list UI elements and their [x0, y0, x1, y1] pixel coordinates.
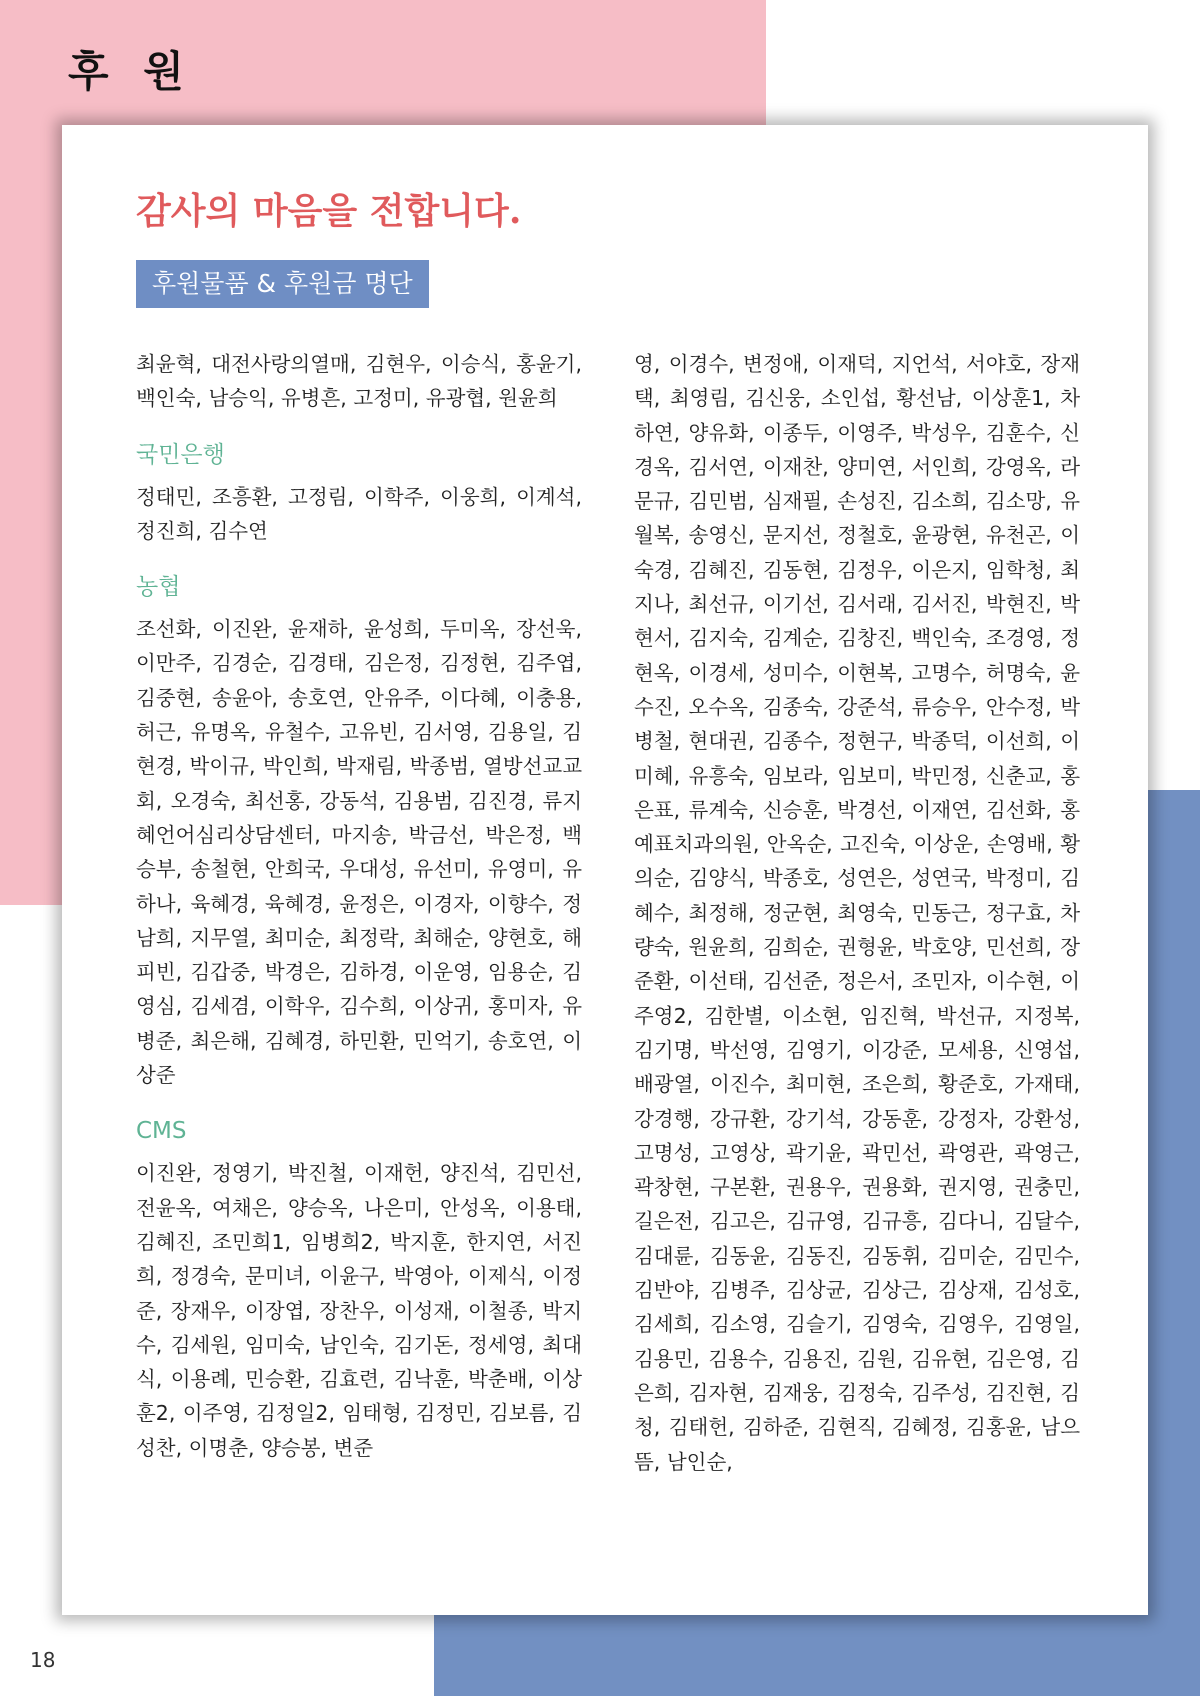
content-card [62, 125, 1148, 1615]
group-heading-kookmin: 국민은행 [136, 441, 225, 468]
left-column [136, 347, 582, 1465]
section-title: 후 원 [68, 47, 194, 96]
donor-names-nonghyup: 조선화, 이진완, 윤재하, 윤성희, 두미옥, 장선욱, 이만주, 김경순, 김경태, 김은정, 김정현, 김주엽, 김중현, 송윤아, 송호연, 안유주, 이다혜, 이충용, 허근, 유명옥, 유철수, 고유빈, 김서영, 김용일, 김현경, 박이규, 박인희, 박재림, 박종범, 열방선교교회, 오경숙, 최선홍, 강동석, 김용범, 김진경, 류지혜언어심리상담센터, 마지송, 박금선, 박은정, 백승부, 송철현, 안희국, 우대성, 유선미, 유영미, 유하나, 육혜경, 육혜경, 윤정은, 이경자, 이향수, 정남희, 지무열, 최미순, 최정락, 최해순, 양현호, 해피빈, 김갑중, 박경은, 김하경, 이운영, 임용순, 김영심, 김세겸, 이학우, 김수희, 이상귀, 홍미자, 유병준, 최은해, 김혜경, 하민환, 민억기, 송호연, 이상준 [136, 617, 582, 1088]
donor-names-general: 최윤혁, 대전사랑의열매, 김현우, 이승식, 홍윤기, 백인숙, 남승익, 유병흔, 고정미, 유광협, 원윤희 [136, 352, 582, 411]
group-heading-nonghyup: 농협 [136, 574, 181, 601]
page-number: 18 [30, 1648, 56, 1672]
donor-list-banner: 후원물품 & 후원금 명단 [136, 260, 429, 308]
donor-names-cms: 이진완, 정영기, 박진철, 이재헌, 양진석, 김민선, 전윤옥, 여채은, 양승옥, 나은미, 안성옥, 이용태, 김혜진, 조민희1, 임병희2, 박지훈, 한지연, 서진희, 정경숙, 문미녀, 이윤구, 박영아, 이제식, 이정준, 장재우, 이장엽, 장찬우, 이성재, 이철종, 박지수, 김세원, 임미숙, 남인숙, 김기돈, 정세영, 최대식, 이용례, 민승환, 김효련, 김낙훈, 박춘배, 이상훈2, 이주영, 김정일2, 임태형, 김정민, 김보름, 김성찬, 이명춘, 양승봉, 변준 [136, 1161, 582, 1460]
headline: 감사의 마음을 전합니다. [136, 190, 522, 232]
donor-names-cms-continued: 영, 이경수, 변정애, 이재덕, 지언석, 서야호, 장재택, 최영림, 김신웅, 소인섭, 황선남, 이상훈1, 차하연, 양유화, 이종두, 이영주, 박성우, 김훈수, 신경옥, 김서연, 이재찬, 양미연, 서인희, 강영옥, 라문규, 김민범, 심재필, 손성진, 김소희, 김소망, 유월복, 송영신, 문지선, 정철호, 윤광현, 유천곤, 이숙경, 김혜진, 김동현, 김정우, 이은지, 임학청, 최지나, 최선규, 이기선, 김서래, 김서진, 박현진, 박현서, 김지숙, 김계순, 김창진, 백인숙, 조경영, 정현옥, 이경세, 성미수, 이현복, 고명수, 허명숙, 윤수진, 오수옥, 김종숙, 강준석, 류승우, 안수정, 박병철, 현대권, 김종수, 정현구, 박종덕, 이선희, 이미혜, 유흥숙, 임보라, 임보미, 박민정, 신춘교, 홍은표, 류계숙, 신승훈, 박경선, 이재연, 김선화, 홍예표치과의원, 안옥순, 고진숙, 이상운, 손영배, 황의순, 김양식, 박종호, 성연은, 성연국, 박정미, 김혜수, 최정해, 정군현, 최영숙, 민동근, 정구효, 차량숙, 원윤희, 김희순, 권형윤, 박호양, 민선희, 장준환, 이선태, 김선준, 정은서, 조민자, 이수현, 이주영2, 김한별, 이소현, 임진혁, 박선규, 지정복, 김기명, 박선영, 김영기, 이강준, 모세용, 신영섭, 배광열, 이진수, 최미현, 조은희, 황준호, 가재태, 강경행, 강규환, 강기석, 강동훈, 강정자, 강환성, 고명성, 고영상, 곽기윤, 곽민선, 곽영관, 곽영근, 곽창현, 구본환, 권용우, 권용화, 권지영, 권충민, 길은전, 김고은, 김규영, 김규흥, 김다니, 김달수, 김대륜, 김동윤, 김동진, 김동휘, 김미순, 김민수, 김반야, 김병주, 김상균, 김상근, 김상재, 김성호, 김세희, 김소영, 김슬기, 김영숙, 김영우, 김영일, 김용민, 김용수, 김용진, 김원, 김유현, 김은영, 김은희, 김자현, 김재웅, 김정숙, 김주성, 김진현, 김청, 김태헌, 김하준, 김현직, 김혜정, 김홍윤, 남으뜸, 남인순, [634, 352, 1080, 1474]
donor-names-kookmin: 정태민, 조흥환, 고정림, 이학주, 이웅희, 이계석, 정진희, 김수연 [136, 484, 582, 543]
group-heading-cms: CMS [136, 1118, 187, 1145]
right-column [634, 347, 1080, 1479]
